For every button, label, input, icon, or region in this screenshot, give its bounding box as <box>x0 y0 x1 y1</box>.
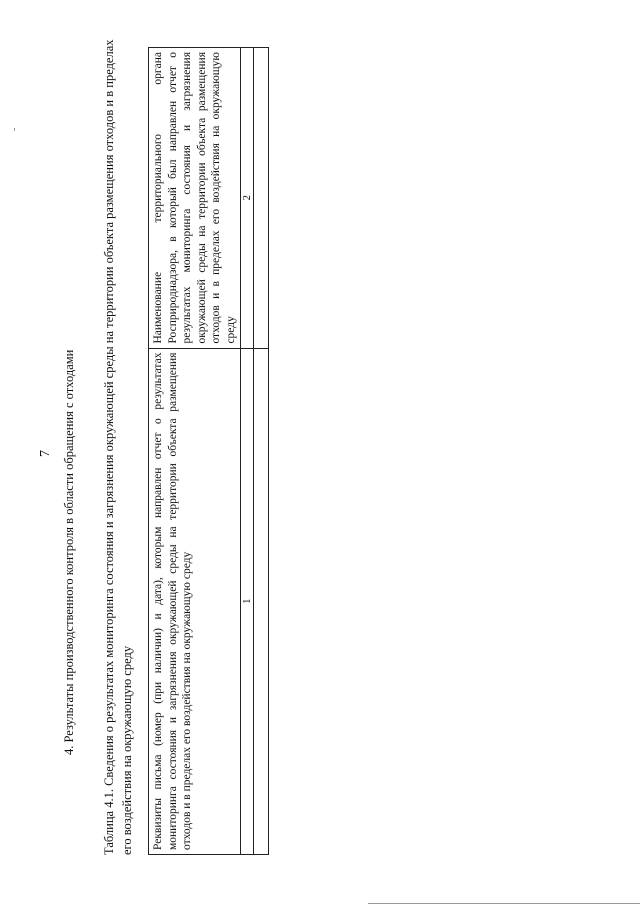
table-row <box>254 48 269 855</box>
section-title: 4. Результаты производственного контроля в области обращения с отходами <box>62 349 76 755</box>
scan-artifact-dot <box>14 128 15 131</box>
table-cell <box>254 48 269 349</box>
column-number-row <box>241 48 254 855</box>
page-number: 7 <box>38 450 53 457</box>
table-caption: Таблица 4.1. Сведения о результатах мониторинга состояния и загрязнения окружающей среды на территории объекта размещения отходов и в пределах его воздействия на окружающую среду <box>102 39 134 855</box>
column-number-2: 2 <box>241 48 254 349</box>
monitoring-results-table <box>148 47 269 855</box>
header-cell-letter-details: Реквизиты письма (номер (при наличии) и дата), которым направлен отчет о результатах мониторинга состояния и загрязнения окружающей среды на территории объекта размещения отходов и в пределах его воздействия на окружающую среду <box>149 348 241 854</box>
column-number-1: 1 <box>241 348 254 854</box>
table-cell <box>254 348 269 854</box>
scan-artifact-line <box>368 903 640 904</box>
table-header-row <box>149 48 241 855</box>
header-cell-authority-name: Наименование территориального органа Росприроднадзора, в который был направлен отчет о результатах мониторинга состояния и загрязнения окружающей среды на территории объекта размещения отходов и в пределах его воздействия на окружающую среду <box>149 48 241 349</box>
